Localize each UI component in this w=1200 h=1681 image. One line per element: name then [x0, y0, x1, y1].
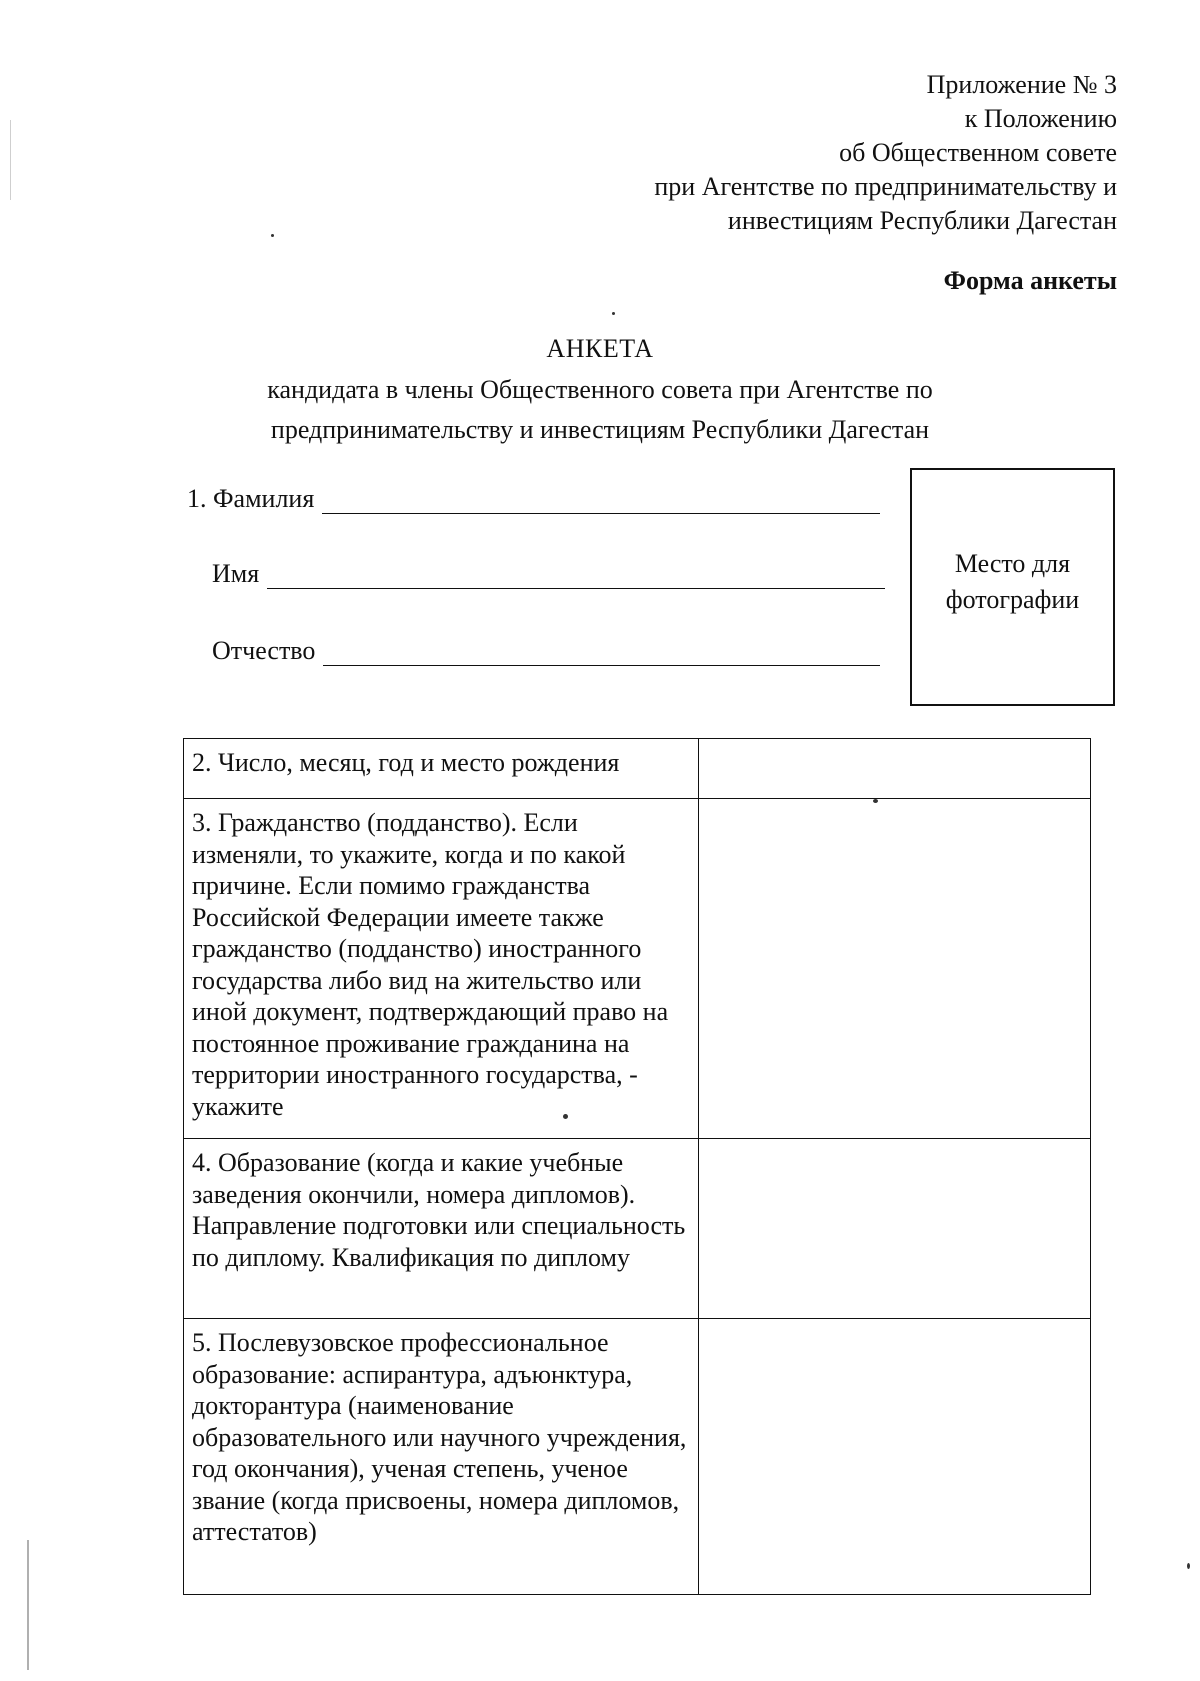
scan-speck [271, 234, 274, 237]
document-subtitle [0, 370, 1200, 450]
answer-cell[interactable] [698, 1139, 1090, 1319]
table-row [184, 799, 1091, 1139]
surname-label: 1. Фамилия [187, 484, 315, 513]
answer-cell[interactable] [698, 799, 1090, 1139]
scan-speck [612, 312, 615, 315]
patronymic-input-line[interactable] [323, 639, 880, 666]
patronymic-field [212, 636, 880, 666]
answer-cell[interactable] [698, 739, 1090, 799]
surname-field [187, 484, 880, 514]
header-line: к Положению [964, 104, 1117, 133]
table-row [184, 1139, 1091, 1319]
photo-label-line: фотографии [945, 585, 1080, 614]
header-line: инвестициям Республики Дагестан [727, 206, 1117, 235]
questionnaire-table [183, 738, 1091, 1595]
form-label: Форма анкеты [943, 266, 1117, 295]
name-input-line[interactable] [267, 562, 885, 589]
scan-artifact-line [10, 120, 11, 200]
surname-input-line[interactable] [322, 487, 880, 514]
header-line: Приложение № 3 [926, 70, 1117, 99]
subtitle-line: кандидата в члены Общественного совета при Агентстве по [267, 375, 933, 404]
question-cell: 3. Гражданство (подданство). Если изменяли, то укажите, когда и по какой причине. Если помимо гражданства Российской Федерации имеете также гражданство (подданство) иностранного государства либо вид на жительство или иной документ, подтверждающий право на постоянное проживание гражданина на территории иностранного государства, - укажите [184, 799, 699, 1139]
scan-speck [563, 1114, 568, 1119]
header-line: об Общественном совете [839, 138, 1117, 167]
appendix-header [654, 68, 1117, 238]
patronymic-label: Отчество [212, 636, 316, 665]
name-label: Имя [212, 559, 260, 588]
answer-cell[interactable] [698, 1319, 1090, 1595]
header-line: при Агентстве по предпринимательству и [654, 172, 1117, 201]
table-row [184, 739, 1091, 799]
scan-artifact-line [27, 1540, 29, 1670]
scan-speck [1187, 1563, 1190, 1569]
photo-label-line: Место для [954, 549, 1071, 578]
document-title: АНКЕТА [546, 334, 654, 363]
table-row [184, 1319, 1091, 1595]
subtitle-line: предпринимательству и инвестициям Республики Дагестан [270, 415, 930, 444]
question-cell: 5. Послевузовское профессиональное образование: аспирантура, адъюнктура, докторантура (наименование образовательного или научного учреждения, год окончания), ученая степень, ученое звание (когда присвоены, номера дипломов, аттестатов) [184, 1319, 699, 1595]
name-field [212, 559, 885, 589]
photo-placeholder [910, 468, 1115, 706]
scan-speck [873, 799, 878, 803]
question-cell: 2. Число, месяц, год и место рождения [184, 739, 699, 799]
question-cell: 4. Образование (когда и какие учебные заведения окончили, номера дипломов). Направление подготовки или специальность по диплому. Квалификация по диплому [184, 1139, 699, 1319]
